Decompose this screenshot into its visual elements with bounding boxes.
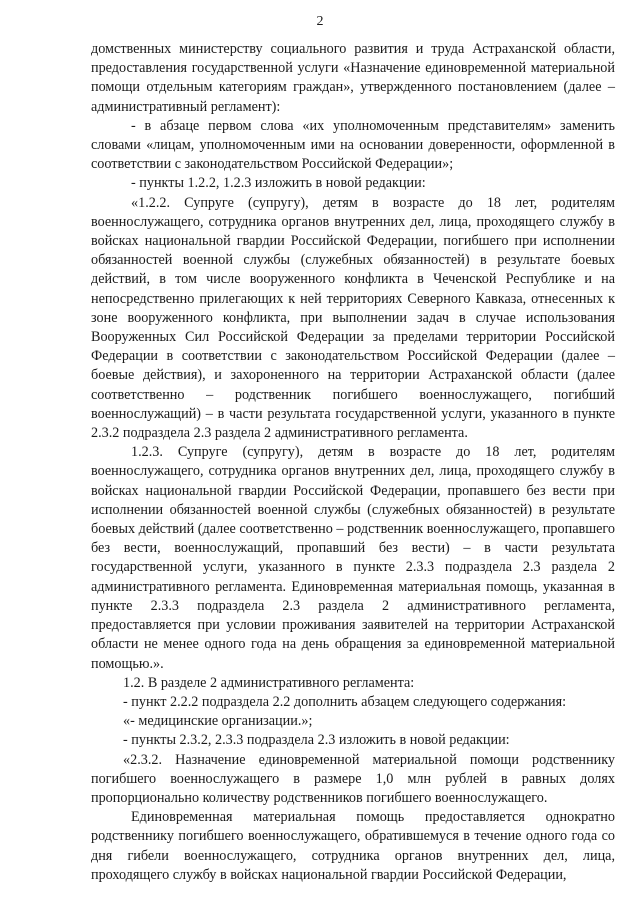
paragraph-items-new-edition: - пункты 1.2.2, 1.2.3 изложить в новой редакции: (131, 175, 426, 192)
paragraph-item-1-2-3: 1.2.3. Супруге (супругу), детям в возрасте до 18 лет, родителям военнослужащего, сотрудника органов внутренних дел, лица, проходящего службу в войсках национальной гвардии Российской Федерации, пропавшего без вести при исполнении обязанностей военной службы (служебных обязанностей) в результате боевых действий (далее соответственно – родственник военнослужащего, пропавшего без вести, военнослужащий, пропавший без вести) – в части результата государственной услуги, указанного в пункте 2.3.3 подраздела 2.3 раздела 2 административного регламента. Единовременная материальная помощь, указанная в пункте 2.3.3 подраздела 2.3 раздела 2 административного регламента, предоставляется при условии проживания заявителей на территории Астраханской области не менее одного года на день обращения за единовременной материальной помощью.». (91, 444, 615, 672)
paragraph-item-2-2-2: - пункт 2.2.2 подраздела 2.2 дополнить абзацем следующего содержания: (123, 693, 567, 710)
page-number: 2 (316, 14, 324, 29)
document-body (91, 40, 615, 885)
paragraph-items-2-3: - пункты 2.3.2, 2.3.3 подраздела 2.3 изложить в новой редакции: (123, 732, 510, 749)
paragraph-amend-first-para: - в абзаце первом слова «их уполномоченным представителям» заменить словами «лицам, уполномоченным ими на основании доверенности, оформленной в соответствии с законодательством Российской Федерации»; (91, 117, 615, 173)
paragraph-medical-orgs: «- медицинские организации.»; (123, 713, 313, 730)
paragraph-section-2: 1.2. В разделе 2 административного регламента: (123, 674, 415, 691)
paragraph-item-1-2-2: «1.2.2. Супруге (супругу), детям в возрасте до 18 лет, родителям военнослужащего, сотрудника органов внутренних дел, лица, проходящего службу в войсках национальной гвардии Российской Федерации, погибшего при исполнении обязанностей военной службы (служебных обязанностей) в результате боевых действий, в том числе вооруженного конфликта в Чеченской Республике и на непосредственно прилегающих к ней территориях Северного Кавказа, отнесенных к зоне вооруженного конфликта, при выполнении задач в случае использования Вооруженных Сил Российской Федерации за пределами территории Российской Федерации в соответствии с законодательством Российской Федерации (далее – боевые действия), и захороненного на территории Астраханской области (далее соответственно – родственник погибшего военнослужащего, погибший военнослужащий) – в части результата государственной услуги, указанного в пункте 2.3.2 подраздела 2.3 раздела 2 административного регламента. (91, 194, 615, 442)
paragraph-item-2-3-2: «2.3.2. Назначение единовременной материальной помощи родственнику погибшего военнослужащего в размере 1,0 млн рублей в равных долях пропорционально количеству родственников погибшего военнослужащего. (91, 751, 615, 806)
paragraph-one-time-aid: Единовременная материальная помощь предоставляется однократно родственнику погибшего военнослужащего, обратившемуся в течение одного года со дня гибели военнослужащего, сотрудника органов внутренних дел, лица, проходящего службу в войсках национальной гвардии Российской Федерации, (91, 809, 615, 883)
paragraph-continuation: домственных министерству социального развития и труда Астраханской области, предоставления государственной услуги «Назначение единовременной материальной помощи отдельным категориям граждан», утвержденного постановлением (далее – административный регламент): (91, 41, 615, 115)
